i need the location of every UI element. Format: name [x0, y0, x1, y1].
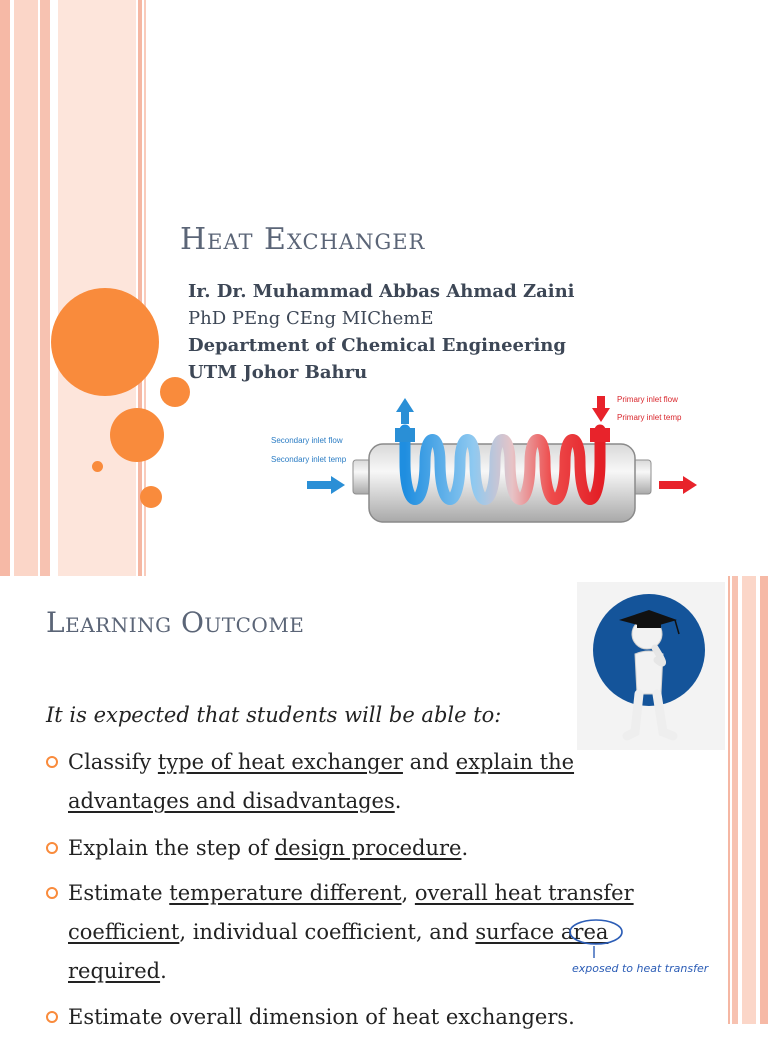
primary-inlet-flow-label: Primary inlet flow: [617, 395, 678, 404]
bullet-ring-icon: [46, 756, 58, 768]
thinking-graduate-image: [577, 582, 725, 750]
bullet-ring-icon: [46, 887, 58, 899]
bullet-ring-icon: [46, 1011, 58, 1023]
decor-stripe: [40, 0, 50, 576]
decor-stripe: [760, 576, 768, 1024]
author-credentials: PhD PEng CEng MIChemE: [188, 308, 434, 329]
secondary-inlet-temp-label: Secondary inlet temp: [271, 455, 347, 464]
decor-stripe: [0, 0, 10, 576]
graduate-figure-icon: [577, 582, 725, 750]
bullet-ring-icon: [46, 842, 58, 854]
author-department: Department of Chemical Engineering: [188, 335, 566, 356]
decor-stripe: [14, 0, 38, 576]
list-item-text: Classify type of heat exchanger and explain the advantages and disadvantages.: [68, 750, 575, 813]
author-name: Ir. Dr. Muhammad Abbas Ahmad Zaini: [188, 281, 575, 302]
list-item-text: Estimate temperature different, overall heat transfer coefficient, individual coefficient, and surface area required.: [68, 881, 634, 983]
decor-stripe: [732, 576, 738, 1024]
list-item-text: Explain the step of design procedure.: [68, 836, 469, 860]
primary-inlet-temp-label: Primary inlet temp: [617, 413, 682, 422]
outlet-arrow-blue: [396, 398, 414, 424]
decor-circle-medium: [110, 408, 164, 462]
author-block: [188, 278, 575, 386]
author-institution: UTM Johor Bahru: [188, 362, 368, 383]
slide-title: Heat Exchanger: [180, 222, 426, 257]
intro-text: It is expected that students will be able to:: [46, 703, 502, 727]
decor-circle-large: [51, 288, 159, 396]
decor-circle-tiny: [92, 461, 103, 472]
decor-circle-small: [140, 486, 162, 508]
decor-stripe: [742, 576, 756, 1024]
outlet-arrow-red: [659, 476, 697, 494]
secondary-inlet-arrow: [307, 476, 345, 494]
handwritten-annotation: exposed to heat transfer: [572, 962, 709, 975]
handwritten-circle-mark: [566, 914, 626, 966]
decor-circle-small: [160, 377, 190, 407]
secondary-inlet-flow-label: Secondary inlet flow: [271, 436, 343, 445]
list-item-text: Estimate overall dimension of heat exchangers.: [68, 1005, 575, 1029]
heat-exchanger-diagram: [265, 392, 705, 532]
slide-title: Learning Outcome: [46, 606, 305, 639]
primary-inlet-arrow: [592, 396, 610, 422]
decor-stripe: [728, 576, 730, 1024]
